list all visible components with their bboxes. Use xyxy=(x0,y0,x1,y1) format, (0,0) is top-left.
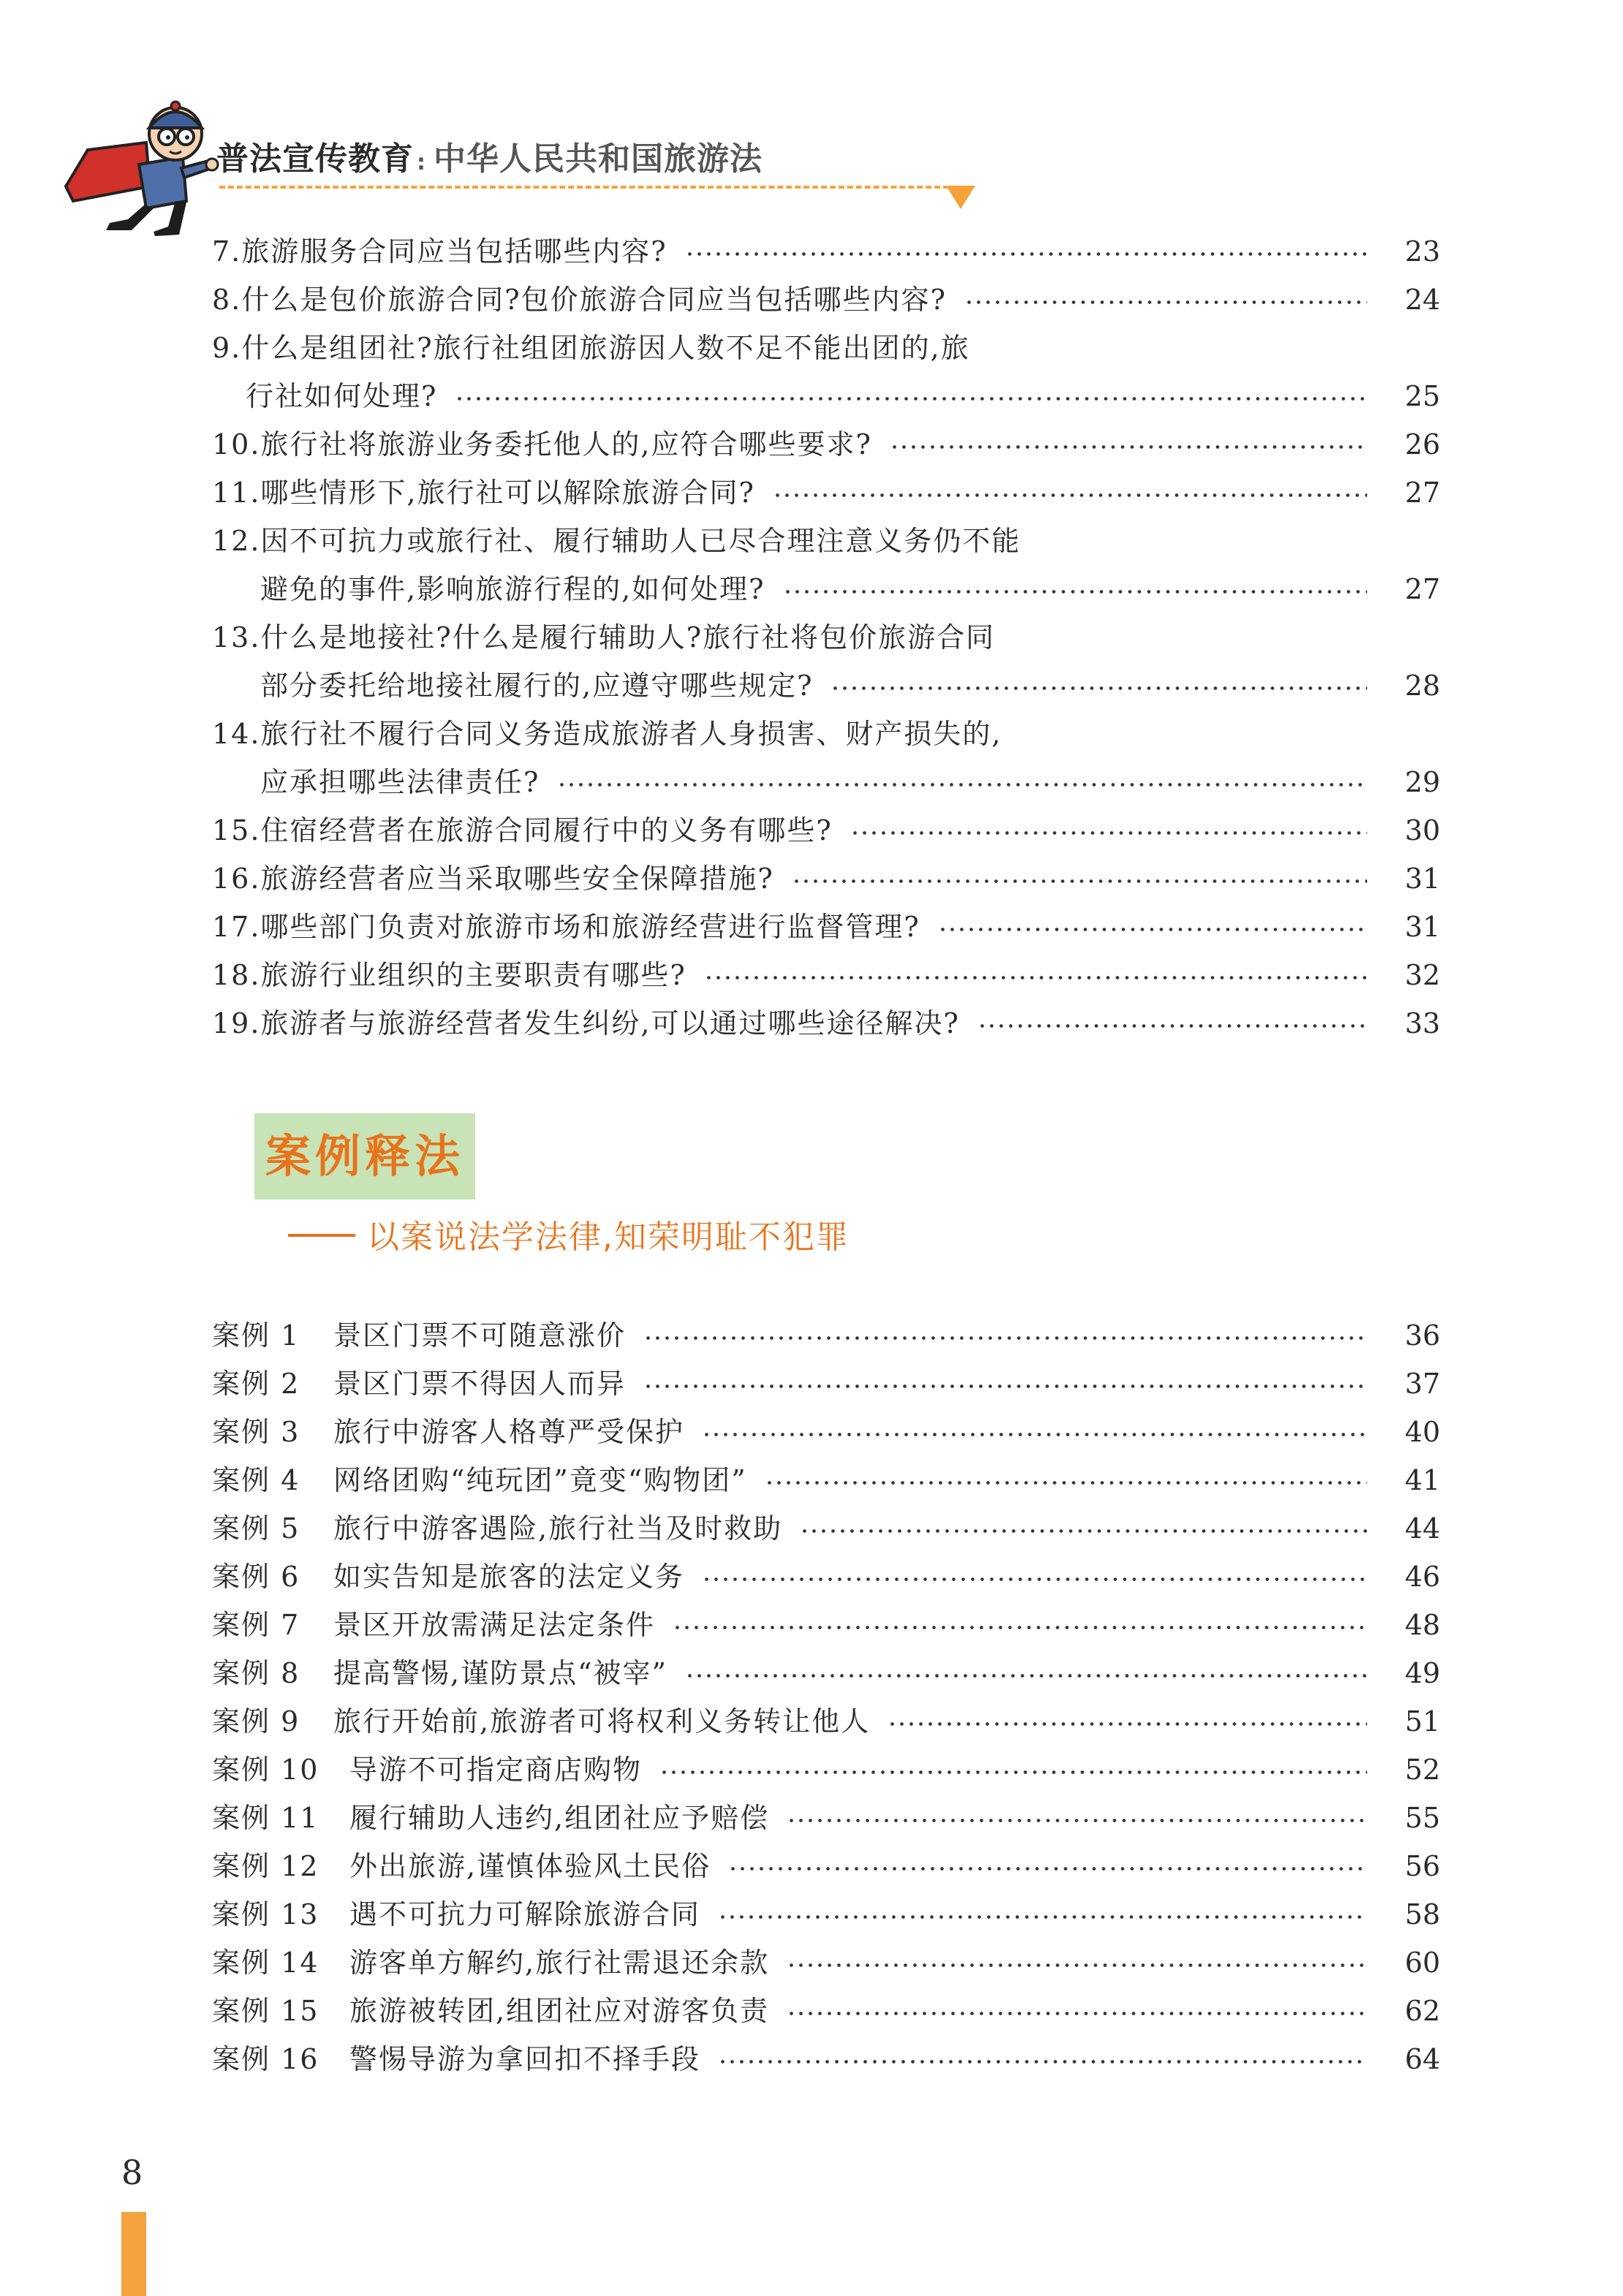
toc-entry-text: 10.旅行社将旅游业务委托他人的,应符合哪些要求? xyxy=(212,428,872,461)
triangle-marker-icon xyxy=(945,184,977,211)
toc-question-item[interactable] xyxy=(0,422,1440,467)
case-label: 案例 5 xyxy=(212,1512,300,1545)
toc-page-number: 55 xyxy=(1404,1802,1440,1834)
toc-case-item[interactable] xyxy=(0,1892,1440,1937)
toc-case-item[interactable] xyxy=(0,1458,1440,1503)
toc-question-item-cont[interactable] xyxy=(0,759,1440,805)
toc-question-item[interactable] xyxy=(0,518,1440,564)
page-header xyxy=(0,0,1623,241)
toc-entry-text: 遇不可抗力可解除旅游合同 xyxy=(349,1898,701,1931)
toc-entry-text: 景区门票不可随意涨价 xyxy=(333,1319,627,1352)
toc-entry-text: 避免的事件,影响旅游行程的,如何处理? xyxy=(260,573,765,605)
case-label: 案例 10 xyxy=(212,1754,319,1786)
dot-leader xyxy=(787,1795,1367,1841)
toc-entry-text: 网络团购“纯玩团”竟变“购物团” xyxy=(333,1464,747,1496)
toc-question-item[interactable] xyxy=(0,615,1440,660)
footer-color-bar xyxy=(121,2212,146,2296)
toc-entry-text: 行社如何处理? xyxy=(246,380,438,412)
section-title: 案例释法 xyxy=(265,1129,464,1183)
dot-leader xyxy=(455,374,1367,419)
case-label: 案例 2 xyxy=(212,1368,300,1400)
toc-entry-text: 导游不可指定商店购物 xyxy=(349,1754,643,1786)
toc-case-item[interactable] xyxy=(0,1699,1440,1744)
dot-leader xyxy=(643,1361,1367,1406)
page-number: 8 xyxy=(121,2153,143,2192)
toc-case-item[interactable] xyxy=(0,1988,1440,2034)
toc-case-item[interactable] xyxy=(0,1602,1440,1648)
toc-question-item-cont[interactable] xyxy=(0,374,1440,419)
toc-page-number: 23 xyxy=(1404,235,1440,268)
case-label: 案例 3 xyxy=(212,1416,300,1448)
toc-case-item[interactable] xyxy=(0,1409,1440,1455)
toc-page-number: 56 xyxy=(1404,1850,1440,1882)
toc-page-number: 48 xyxy=(1404,1609,1440,1641)
toc-case-item[interactable] xyxy=(0,2037,1440,2082)
dot-leader xyxy=(787,1940,1367,1985)
toc-page-number: 62 xyxy=(1404,1995,1440,2027)
case-label: 案例 8 xyxy=(212,1657,300,1689)
toc-question-item[interactable] xyxy=(0,325,1440,371)
toc-page-number: 24 xyxy=(1404,284,1440,316)
toc-question-item-cont[interactable] xyxy=(0,567,1440,612)
toc-page-number: 27 xyxy=(1404,477,1440,509)
case-label: 案例 13 xyxy=(212,1898,319,1931)
dot-leader xyxy=(685,1651,1367,1696)
toc-question-item[interactable] xyxy=(0,808,1440,853)
toc-entry-text: 12.因不可抗力或旅行社、履行辅助人已尽合理注意义务仍不能 xyxy=(212,525,1021,557)
dot-leader xyxy=(890,422,1367,467)
toc-entry-text: 旅行中游客人格尊严受保护 xyxy=(333,1416,685,1448)
toc-page-number: 27 xyxy=(1404,573,1440,605)
toc-case-item[interactable] xyxy=(0,1940,1440,1985)
dot-leader xyxy=(977,1001,1367,1046)
dot-leader xyxy=(659,1747,1367,1792)
toc-page-number: 37 xyxy=(1404,1368,1440,1400)
dot-leader xyxy=(787,1988,1367,2034)
toc-case-item[interactable] xyxy=(0,1651,1440,1696)
toc-question-item[interactable] xyxy=(0,470,1440,515)
header-separator: : xyxy=(417,150,426,175)
toc-page-number: 46 xyxy=(1404,1561,1440,1593)
toc-entry-text: 15.住宿经营者在旅游合同履行中的义务有哪些? xyxy=(212,814,833,846)
toc-entry-text: 应承担哪些法律责任? xyxy=(260,766,540,798)
dot-leader xyxy=(792,856,1367,901)
dot-leader xyxy=(888,1699,1367,1744)
dot-leader xyxy=(685,229,1367,274)
toc-page-number: 41 xyxy=(1404,1464,1440,1496)
toc-page-number: 29 xyxy=(1404,766,1440,798)
toc-entry-text: 18.旅游行业组织的主要职责有哪些? xyxy=(212,959,686,991)
dot-leader xyxy=(702,1554,1367,1599)
toc-entry-text: 旅行开始前,旅游者可将权利义务转让他人 xyxy=(333,1705,871,1738)
toc-case-item[interactable] xyxy=(0,1554,1440,1599)
case-label: 案例 16 xyxy=(212,2043,319,2075)
toc-entry-text: 11.哪些情形下,旅行社可以解除旅游合同? xyxy=(212,477,755,509)
dot-leader xyxy=(765,1458,1367,1503)
toc-case-item[interactable] xyxy=(0,1506,1440,1551)
toc-question-item[interactable] xyxy=(0,1001,1440,1046)
toc-entry-text: 17.哪些部门负责对旅游市场和旅游经营进行监督管理? xyxy=(212,911,920,943)
toc-entry-text: 13.什么是地接社?什么是履行辅助人?旅行社将包价旅游合同 xyxy=(212,621,996,653)
toc-entry-text: 提高警惕,谨防景点“被宰” xyxy=(333,1657,667,1689)
toc-page-number: 33 xyxy=(1404,1007,1440,1039)
dot-leader xyxy=(673,1602,1367,1648)
toc-page-number: 25 xyxy=(1404,380,1440,412)
header-title xyxy=(216,130,763,189)
case-label: 案例 4 xyxy=(212,1464,300,1496)
toc-page-number: 49 xyxy=(1404,1657,1440,1689)
dot-leader xyxy=(718,2037,1367,2082)
case-label: 案例 12 xyxy=(212,1850,319,1882)
toc-question-item[interactable] xyxy=(0,856,1440,901)
dot-leader xyxy=(704,952,1367,998)
toc-entry-text: 如实告知是旅客的法定义务 xyxy=(333,1561,685,1593)
toc-question-item[interactable] xyxy=(0,711,1440,757)
toc-question-item[interactable] xyxy=(0,277,1440,322)
toc-entry-text: 景区门票不得因人而异 xyxy=(333,1368,627,1400)
toc-case-item[interactable] xyxy=(0,1361,1440,1406)
toc-entry-text: 警惕导游为拿回扣不择手段 xyxy=(349,2043,701,2075)
dot-leader xyxy=(557,759,1367,805)
section-banner xyxy=(254,1113,475,1200)
header-series: 普法宣传教育 xyxy=(216,140,414,178)
case-label: 案例 9 xyxy=(212,1705,300,1738)
toc-question-item-cont[interactable] xyxy=(0,663,1440,708)
toc-page-number: 64 xyxy=(1404,2043,1440,2075)
case-label: 案例 14 xyxy=(212,1947,319,1979)
toc-entry-text: 19.旅游者与旅游经营者发生纠纷,可以通过哪些途径解决? xyxy=(212,1007,960,1039)
dot-leader xyxy=(850,808,1367,853)
dot-leader xyxy=(728,1844,1367,1889)
toc-question-item[interactable] xyxy=(0,229,1440,274)
dot-leader xyxy=(702,1409,1367,1455)
toc-entry-text: 16.旅游经营者应当采取哪些安全保障措施? xyxy=(212,863,774,895)
toc-question-item[interactable] xyxy=(0,952,1440,998)
case-label: 案例 11 xyxy=(212,1802,319,1834)
toc-case-item[interactable] xyxy=(0,1795,1440,1841)
toc-entry-text: 履行辅助人违约,组团社应予赔偿 xyxy=(349,1802,770,1834)
toc-entry-text: 外出旅游,谨慎体验风土民俗 xyxy=(349,1850,711,1882)
toc-page-number: 36 xyxy=(1404,1319,1440,1352)
toc-page-number: 30 xyxy=(1404,814,1440,846)
toc-page-number: 51 xyxy=(1404,1705,1440,1738)
toc-entry-text: 部分委托给地接社履行的,应遵守哪些规定? xyxy=(260,670,814,702)
case-label: 案例 15 xyxy=(212,1995,319,2027)
dot-leader xyxy=(643,1313,1367,1358)
toc-page-number: 28 xyxy=(1404,670,1440,702)
dot-leader xyxy=(831,663,1367,708)
case-label: 案例 1 xyxy=(212,1319,300,1352)
toc-page-number: 32 xyxy=(1404,959,1440,991)
toc-page-number: 60 xyxy=(1404,1947,1440,1979)
dot-leader xyxy=(773,470,1367,515)
toc-entry-text: 7.旅游服务合同应当包括哪些内容? xyxy=(212,235,667,268)
toc-entry-text: 14.旅行社不履行合同义务造成旅游者人身损害、财产损失的, xyxy=(212,718,1002,750)
header-law-name: 中华人民共和国旅游法 xyxy=(434,140,763,178)
dot-leader xyxy=(938,904,1367,950)
toc-page-number: 44 xyxy=(1404,1512,1440,1545)
dot-leader xyxy=(718,1892,1367,1937)
dot-leader xyxy=(800,1506,1367,1551)
header-dashed-rule xyxy=(219,186,958,189)
subtitle-dash xyxy=(288,1234,355,1237)
toc-page-number: 31 xyxy=(1404,863,1440,895)
toc-entry-text: 8.什么是包价旅游合同?包价旅游合同应当包括哪些内容? xyxy=(212,284,947,316)
toc-page-number: 40 xyxy=(1404,1416,1440,1448)
toc-entry-text: 旅行中游客遇险,旅行社当及时救助 xyxy=(333,1512,783,1545)
toc-question-item[interactable] xyxy=(0,904,1440,950)
toc-page-number: 31 xyxy=(1404,911,1440,943)
dot-leader xyxy=(783,567,1367,612)
toc-case-item[interactable] xyxy=(0,1844,1440,1889)
toc-case-item[interactable] xyxy=(0,1313,1440,1358)
toc-entry-text: 9.什么是组团社?旅行社组团旅游因人数不足不能出团的,旅 xyxy=(212,332,970,364)
toc-entry-text: 景区开放需满足法定条件 xyxy=(333,1609,656,1641)
dot-leader xyxy=(964,277,1367,322)
toc-page-number: 26 xyxy=(1404,428,1440,461)
case-label: 案例 6 xyxy=(212,1561,300,1593)
toc-page-number: 58 xyxy=(1404,1898,1440,1931)
section-subtitle: 以案说法学法律,知荣明耻不犯罪 xyxy=(367,1219,850,1256)
toc-page-number: 52 xyxy=(1404,1754,1440,1786)
toc-entry-text: 游客单方解约,旅行社需退还余款 xyxy=(349,1947,770,1979)
mascot-superhero-icon xyxy=(58,99,227,238)
case-label: 案例 7 xyxy=(212,1609,300,1641)
toc-entry-text: 旅游被转团,组团社应对游客负责 xyxy=(349,1995,770,2027)
toc-case-item[interactable] xyxy=(0,1747,1440,1792)
